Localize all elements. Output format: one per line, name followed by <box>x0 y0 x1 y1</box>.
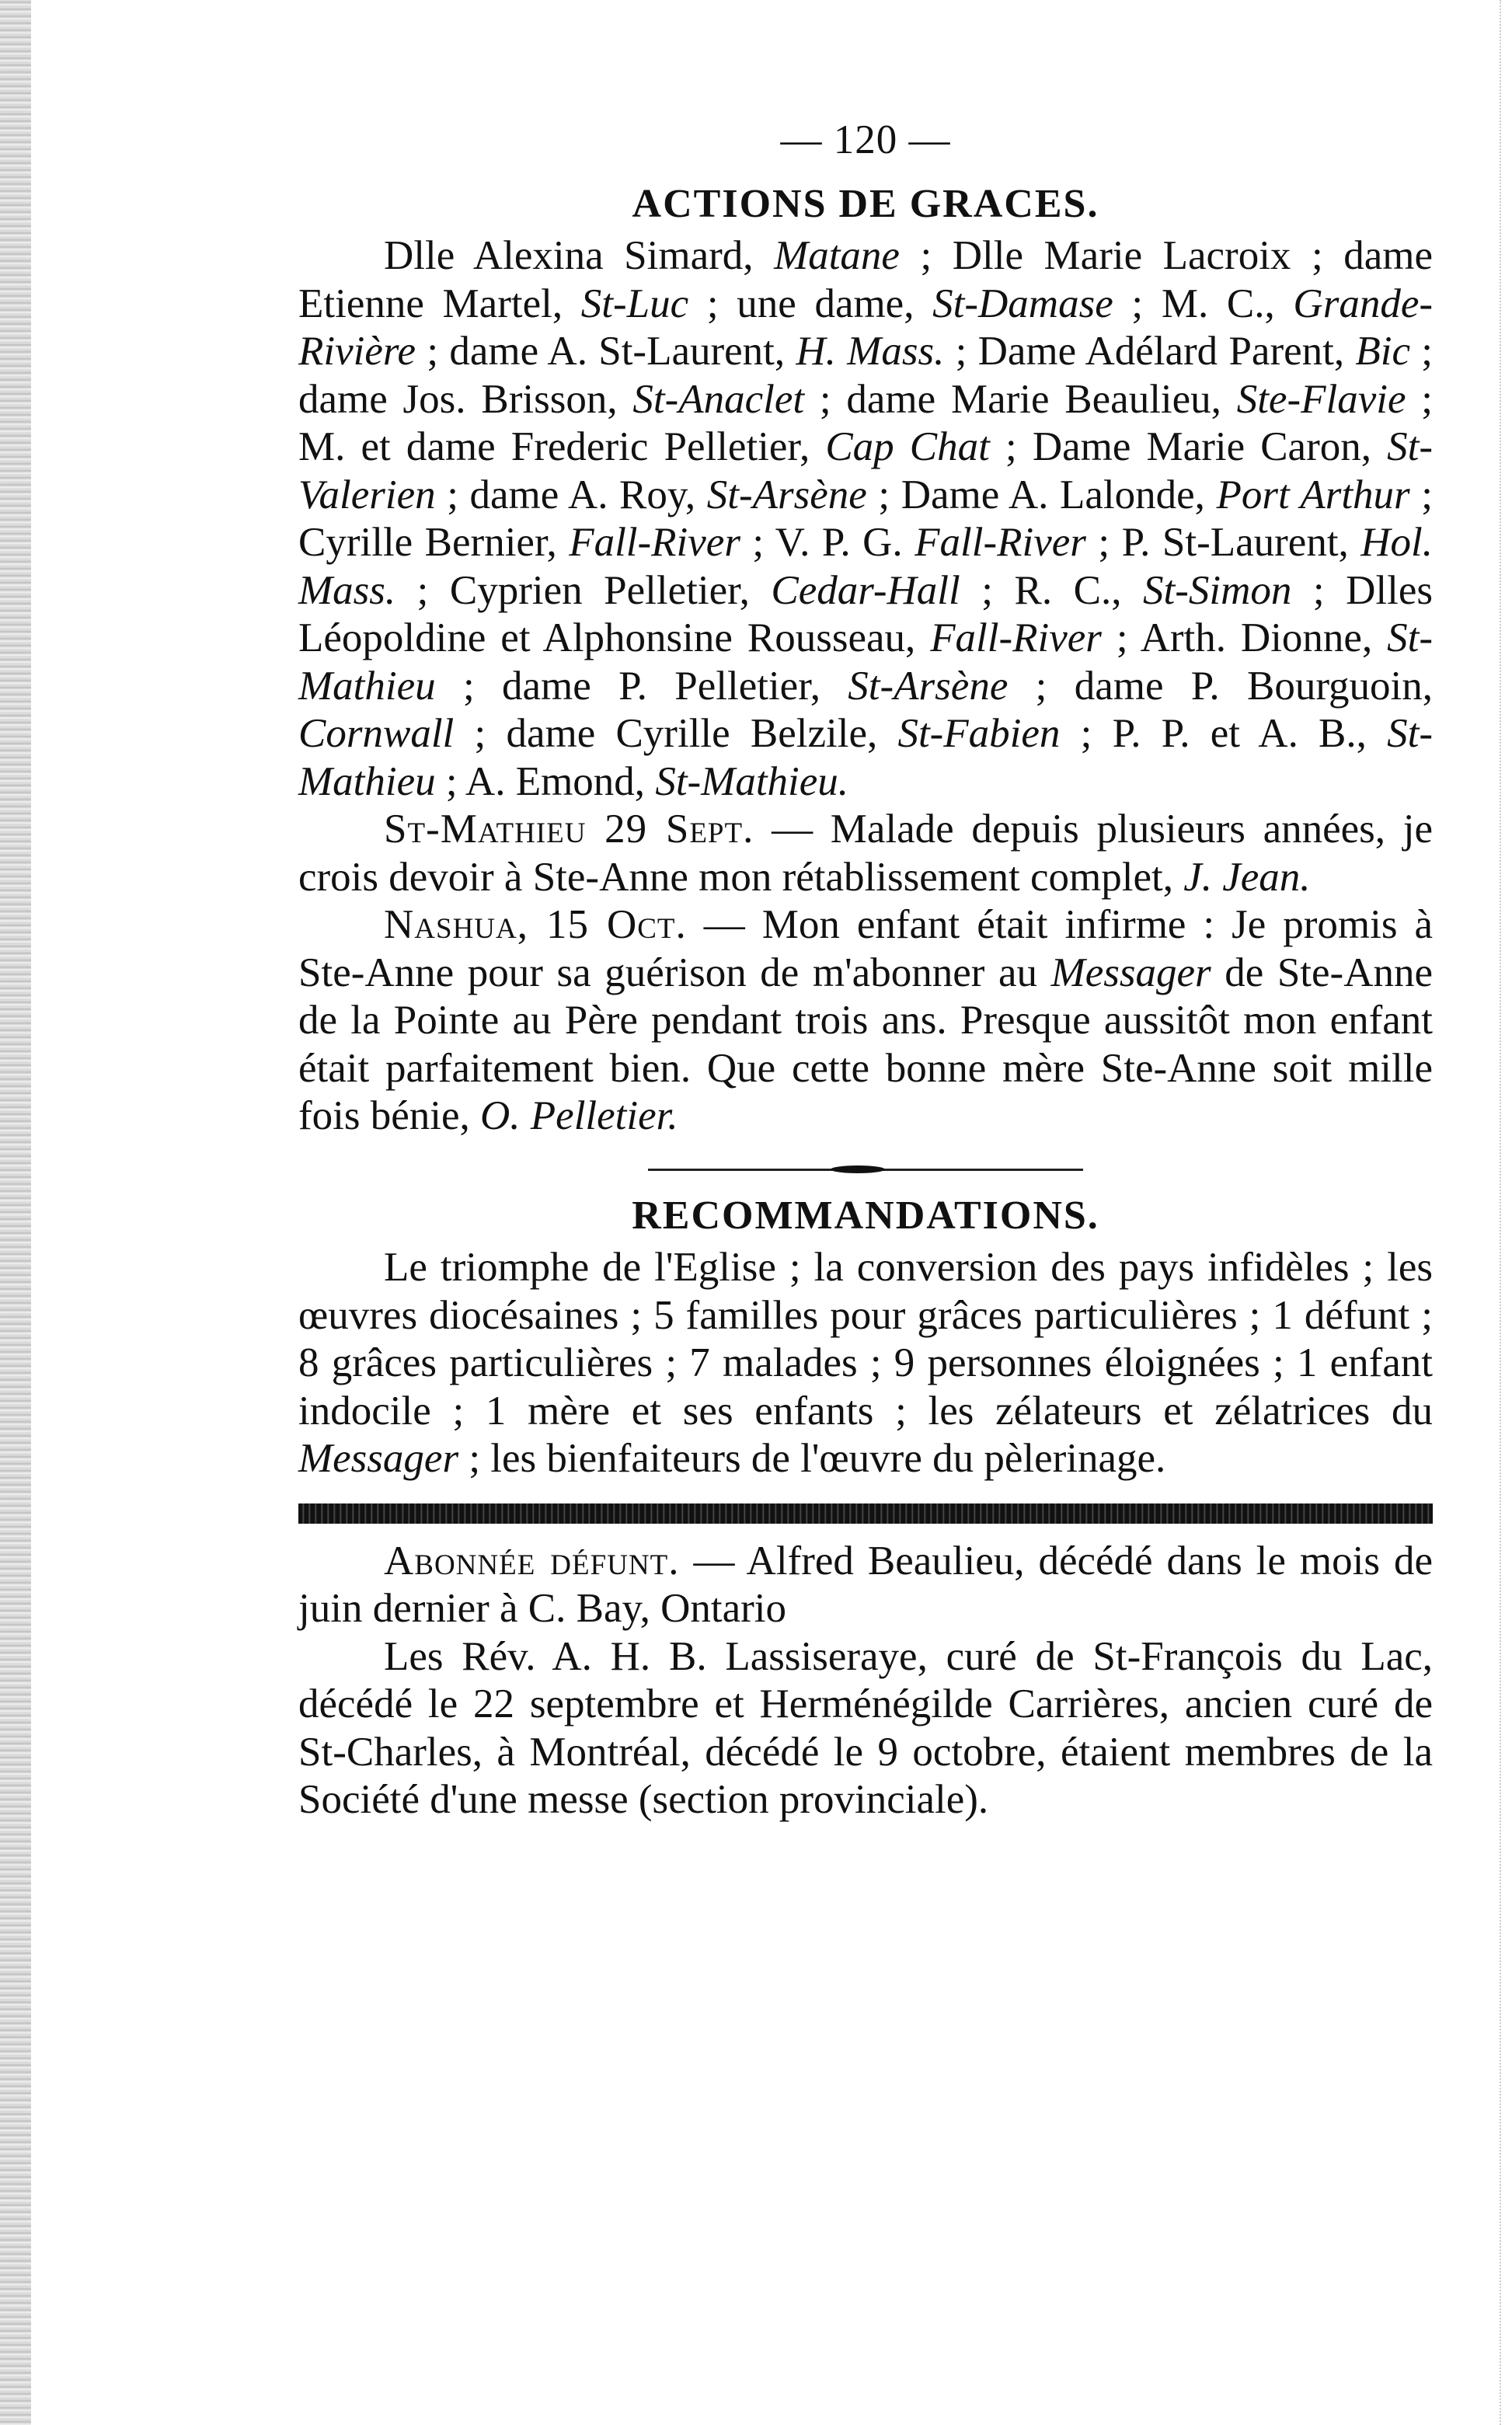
text-run: — Mon enfant était infirme : Je promis à Ste-Anne pour sa guérison de m'abonner au <box>298 902 1433 995</box>
section-title-recommandations: RECOMMANDATIONS. <box>632 1193 1099 1238</box>
small-caps-run: St-Mathieu 29 Sept. <box>384 807 754 852</box>
text-run: — Malade depuis plusieurs années, je crois devoir à Ste-Anne mon rétablissement complet, <box>298 807 1433 900</box>
italic-run: Matane <box>774 233 900 278</box>
small-caps-run: Nashua, 15 Oct. <box>384 902 687 947</box>
text-run: ; Cyprien Pelletier, <box>395 567 772 613</box>
page-number: — 120 — <box>780 117 951 162</box>
italic-run: O. Pelletier. <box>480 1093 678 1138</box>
italic-run: St-Fabien <box>897 711 1061 756</box>
page-right-edge <box>1500 0 1504 2425</box>
thick-rule-divider <box>298 1503 1433 1524</box>
italic-run: Fall-River <box>915 520 1086 565</box>
italic-run: Cornwall <box>298 711 455 756</box>
italic-run: Messager <box>298 1436 459 1481</box>
paragraph <box>298 806 1433 901</box>
text-run: ; Arth. Dionne, <box>1101 615 1388 660</box>
paragraph <box>298 901 1433 1141</box>
italic-run: Fall-River <box>930 615 1102 660</box>
italic-run: St-Valerien <box>298 424 1433 517</box>
ornamental-divider <box>648 1164 1083 1175</box>
paragraph <box>298 1538 1433 1633</box>
paragraph <box>298 1244 1433 1483</box>
italic-run: H. Mass. <box>796 329 945 374</box>
text-run: de Ste-Anne de la Pointe au Père pendant trois ans. Presque aussitôt mon enfant était parfaitement bien. Que cette bonne mère Ste-Anne soit mille fois bénie, <box>298 949 1433 1138</box>
italic-run: Ste-Flavie <box>1236 376 1406 422</box>
text-run: Dlle Alexina Simard, <box>384 233 775 278</box>
text-run: Les Rév. A. H. B. Lassiseraye, curé de St-François du Lac, décédé le 22 septembre et Herménégilde Carrières, ancien curé de St-Charles, à Montréal, décédé le 9 octobre, étaient membres de la Société d'une messe (section provinciale). <box>298 1633 1433 1822</box>
section-title-actions-de-graces: ACTIONS DE GRACES. <box>632 181 1099 226</box>
italic-run: Hol. Mass. <box>298 520 1434 613</box>
text-run: ; dame Marie Beaulieu, <box>804 376 1237 422</box>
text-run: ; P. St-Laurent, <box>1085 520 1361 565</box>
text-run: ; Dlle Marie Lacroix ; dame Etienne Martel, <box>298 233 1433 326</box>
italic-run: Cedar-Hall <box>771 567 960 613</box>
text-run: ; dame Cyrille Belzile, <box>454 711 898 756</box>
italic-run: Cap Chat <box>825 424 990 469</box>
text-run: ; dame P. Pelletier, <box>435 663 848 709</box>
text-run: ; R. C., <box>960 567 1143 613</box>
paragraph <box>298 1633 1433 1824</box>
italic-run: St-Damase <box>932 280 1113 326</box>
italic-run: J. Jean. <box>1183 854 1311 900</box>
small-caps-run: Abonnée défunt. <box>384 1538 680 1584</box>
text-run: ; V. P. G. <box>740 520 915 565</box>
text-run: ; dame A. St-Laurent, <box>416 329 796 374</box>
text-run: ; une dame, <box>688 280 933 326</box>
italic-run: Messager <box>1050 949 1211 995</box>
italic-run: Bic <box>1355 329 1410 374</box>
italic-run: Port Arthur <box>1216 472 1410 517</box>
italic-run: St-Mathieu <box>298 711 1433 804</box>
text-run: ; M. et dame Frederic Pelletier, <box>298 376 1433 469</box>
italic-run: St-Luc <box>580 280 689 326</box>
text-run: ; A. Emond, <box>435 758 656 804</box>
text-run: ; Cyrille Bernier, <box>298 472 1433 565</box>
italic-run: St-Mathieu <box>298 615 1433 709</box>
italic-run: St-Anaclet <box>632 376 805 422</box>
italic-run: St-Mathieu. <box>655 758 849 804</box>
italic-run: St-Simon <box>1142 567 1292 613</box>
text-run: ; Dame Marie Caron, <box>989 424 1388 469</box>
text-run: ; dame Jos. Brisson, <box>298 329 1433 422</box>
text-run: — Alfred Beaulieu, décédé dans le mois de juin dernier à C. Bay, Ontario <box>298 1538 1433 1631</box>
page-text-block <box>298 117 1433 1824</box>
text-run: ; dame P. Bourguoin, <box>1008 663 1433 709</box>
italic-run: St-Arsène <box>848 663 1009 709</box>
text-run: Le triomphe de l'Eglise ; la conversion des pays infidèles ; les œuvres diocésaines ; 5 familles pour grâces particulières ; 1 défunt ; 8 grâces particulières ; 7 malades ; 9 personnes éloignées ; 1 enfant indocile ; 1 mère et ses enfants ; les zélateurs et zélatrices du <box>298 1245 1433 1434</box>
paragraph <box>298 232 1433 806</box>
italic-run: Grande-Rivière <box>298 280 1433 374</box>
text-run: ; Dame A. Lalonde, <box>866 472 1217 517</box>
italic-run: Fall-River <box>569 520 740 565</box>
text-run: ; P. P. et A. B., <box>1060 711 1388 756</box>
page-binding-edge <box>0 0 31 2425</box>
text-run: ; les bienfaiteurs de l'œuvre du pèlerinage. <box>458 1436 1166 1481</box>
text-run: ; Dame Adélard Parent, <box>944 329 1356 374</box>
text-run: ; Dlles Léopoldine et Alphonsine Rousseau, <box>298 567 1433 660</box>
italic-run: St-Arsène <box>706 472 867 517</box>
text-run: ; M. C., <box>1113 280 1294 326</box>
text-run: ; dame A. Roy, <box>435 472 707 517</box>
